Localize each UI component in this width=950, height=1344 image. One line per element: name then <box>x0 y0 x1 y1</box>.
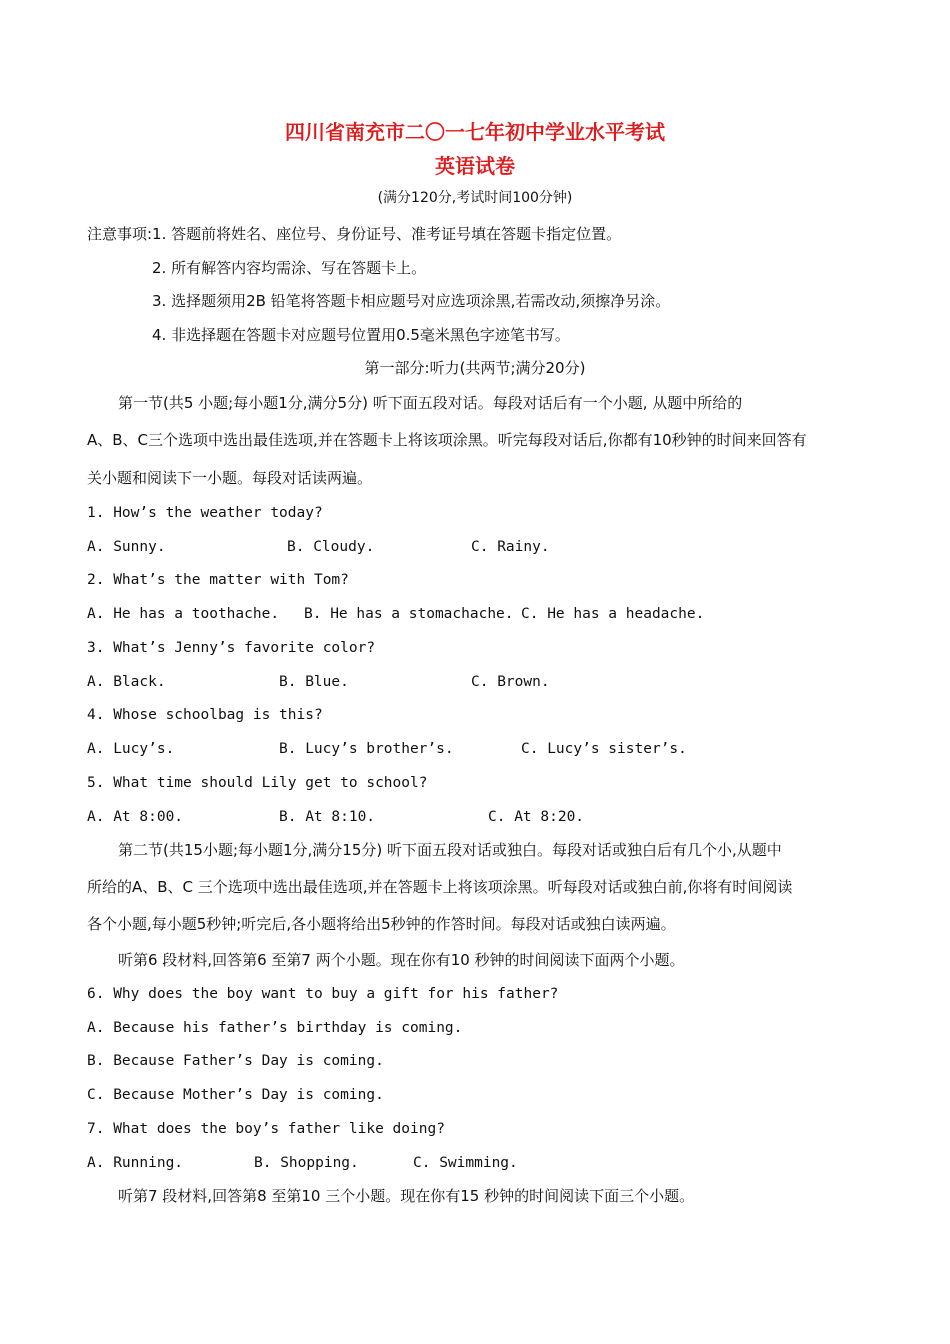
notice-3: 3. 选择题须用2B 铅笔将答题卡相应题号对应选项涂黑,若需改动,须擦净另涂。 <box>152 292 671 310</box>
q3-option-c: C. Brown. <box>471 674 550 690</box>
score-note: (满分120分,考试时间100分钟) <box>377 190 573 206</box>
q7-option-c: C. Swimming. <box>413 1155 518 1171</box>
q1-option-b: B. Cloudy. <box>287 539 375 555</box>
q4-option-a: A. Lucy’s. <box>87 741 175 757</box>
part1-heading: 第一部分:听力(共两节;满分20分) <box>364 359 586 377</box>
q5-option-b: B. At 8:10. <box>279 809 376 825</box>
q7-option-a: A. Running. <box>87 1155 184 1171</box>
notice-1: 注意事项:1. 答题前将姓名、座位号、身份证号、准考证号填在答题卡指定位置。 <box>87 225 622 243</box>
question-4: 4. Whose schoolbag is this? <box>87 707 323 723</box>
q7-option-b: B. Shopping. <box>254 1155 359 1171</box>
q3-option-a: A. Black. <box>87 674 166 690</box>
question-1: 1. How’s the weather today? <box>87 505 323 521</box>
q1-option-a: A. Sunny. <box>87 539 166 555</box>
question-3: 3. What’s Jenny’s favorite color? <box>87 640 376 656</box>
notice-2: 2. 所有解答内容均需涂、写在答题卡上。 <box>152 259 427 277</box>
q6-option-c: C. Because Mother’s Day is coming. <box>87 1087 384 1103</box>
material-7-instruction: 听第7 段材料,回答第8 至第10 三个小题。现在你有15 秒钟的时间阅读下面三个小题。 <box>118 1187 695 1205</box>
question-5: 5. What time should Lily get to school? <box>87 775 428 791</box>
section2-line-2: 所给的A、B、C 三个选项中选出最佳选项,并在答题卡上将该项涂黑。听每段对话或独白前,你将有时间阅读 <box>87 878 793 896</box>
section2-line-1: 第二节(共15小题;每小题1分,满分15分) 听下面五段对话或独白。每段对话或独白后有几个小,从题中 <box>118 841 782 859</box>
section1-line-3: 关小题和阅读下一小题。每段对话读两遍。 <box>87 469 373 487</box>
q2-option-b: B. He has a stomachache. <box>304 606 514 622</box>
section1-line-2: A、B、C三个选项中选出最佳选项,并在答题卡上将该项涂黑。听完每段对话后,你都有10秒钟的时间来回答有 <box>87 431 807 449</box>
exam-title: 四川省南充市二〇一七年初中学业水平考试 <box>285 120 665 144</box>
q4-option-c: C. Lucy’s sister’s. <box>521 741 687 757</box>
q1-option-c: C. Rainy. <box>471 539 550 555</box>
question-7: 7. What does the boy’s father like doing? <box>87 1121 445 1137</box>
section1-line-1: 第一节(共5 小题;每小题1分,满分5分) 听下面五段对话。每段对话后有一个小题, 从题中所给的 <box>118 394 743 412</box>
q3-option-b: B. Blue. <box>279 674 349 690</box>
q4-option-b: B. Lucy’s brother’s. <box>279 741 454 757</box>
q5-option-c: C. At 8:20. <box>488 809 585 825</box>
q6-option-a: A. Because his father’s birthday is coming. <box>87 1020 463 1036</box>
exam-subtitle: 英语试卷 <box>435 154 515 178</box>
question-6: 6. Why does the boy want to buy a gift for his father? <box>87 986 559 1002</box>
q2-option-a: A. He has a toothache. <box>87 606 280 622</box>
notice-4: 4. 非选择题在答题卡对应题号位置用0.5毫米黑色字迹笔书写。 <box>152 326 570 344</box>
section2-line-3: 各个小题,每小题5秒钟;听完后,各小题将给出5秒钟的作答时间。每段对话或独白读两遍。 <box>87 915 676 933</box>
material-6-instruction: 听第6 段材料,回答第6 至第7 两个小题。现在你有10 秒钟的时间阅读下面两个小题。 <box>118 951 685 969</box>
q6-option-b: B. Because Father’s Day is coming. <box>87 1053 384 1069</box>
q5-option-a: A. At 8:00. <box>87 809 184 825</box>
question-2: 2. What’s the matter with Tom? <box>87 572 349 588</box>
q2-option-c: C. He has a headache. <box>521 606 705 622</box>
